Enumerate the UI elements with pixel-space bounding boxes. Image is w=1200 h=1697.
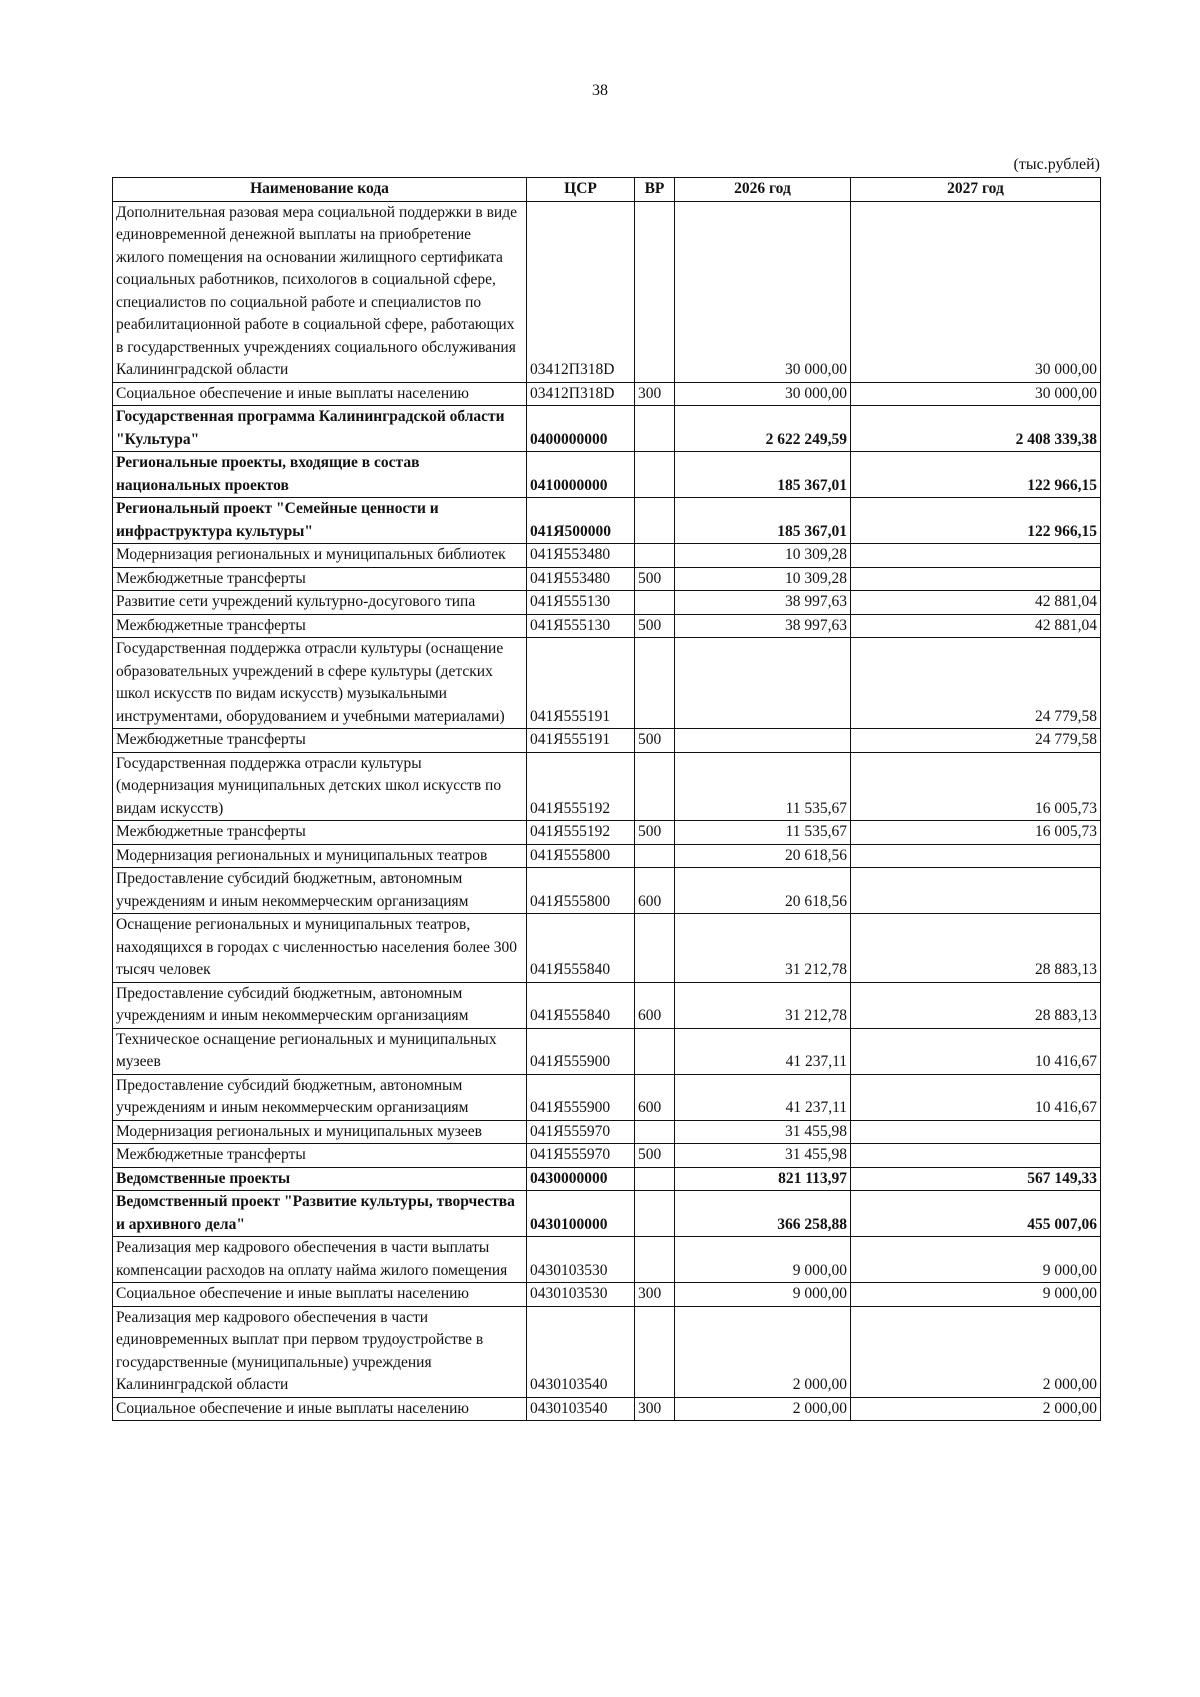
cell-name: Государственная поддержка отрасли культуры (модернизация муниципальных детских школ искусств по видам искусств) bbox=[113, 752, 527, 821]
page-number: 38 bbox=[592, 82, 608, 99]
cell-name: Межбюджетные трансферты bbox=[113, 567, 527, 591]
table-row bbox=[113, 638, 1101, 729]
unit-label: (тыс.рублей) bbox=[1013, 156, 1100, 173]
cell-csr: 041Я555840 bbox=[527, 982, 635, 1028]
cell-2027: 42 881,04 bbox=[851, 614, 1101, 638]
table-row bbox=[113, 382, 1101, 406]
cell-2026: 31 455,98 bbox=[675, 1144, 851, 1168]
cell-vr: 600 bbox=[635, 1074, 675, 1120]
cell-vr bbox=[635, 406, 675, 452]
cell-vr bbox=[635, 1237, 675, 1283]
header-name: Наименование кода bbox=[113, 178, 527, 202]
cell-2027: 16 005,73 bbox=[851, 752, 1101, 821]
cell-2027: 2 000,00 bbox=[851, 1397, 1101, 1421]
cell-csr: 0430000000 bbox=[527, 1167, 635, 1191]
cell-name: Региональный проект "Семейные ценности и инфраструктура культуры" bbox=[113, 498, 527, 544]
cell-vr: 500 bbox=[635, 729, 675, 753]
cell-name: Социальное обеспечение и иные выплаты населению bbox=[113, 382, 527, 406]
cell-vr: 500 bbox=[635, 567, 675, 591]
cell-name: Ведомственный проект "Развитие культуры, творчества и архивного дела" bbox=[113, 1191, 527, 1237]
cell-csr: 0430103540 bbox=[527, 1306, 635, 1397]
table-row bbox=[113, 1397, 1101, 1421]
cell-csr: 041Я500000 bbox=[527, 498, 635, 544]
cell-2026: 9 000,00 bbox=[675, 1283, 851, 1307]
cell-2026: 30 000,00 bbox=[675, 201, 851, 382]
cell-2026: 41 237,11 bbox=[675, 1074, 851, 1120]
table-row bbox=[113, 1028, 1101, 1074]
cell-csr: 041Я555192 bbox=[527, 752, 635, 821]
cell-name: Межбюджетные трансферты bbox=[113, 614, 527, 638]
cell-2026: 2 000,00 bbox=[675, 1397, 851, 1421]
table-row bbox=[113, 201, 1101, 382]
cell-name: Предоставление субсидий бюджетным, автономным учреждениям и иным некоммерческим организациям bbox=[113, 982, 527, 1028]
cell-name: Государственная поддержка отрасли культуры (оснащение образовательных учреждений в сфере культуры (детских школ искусств по видам искусств) музыкальными инструментами, оборудованием и учебными материалами) bbox=[113, 638, 527, 729]
cell-name: Модернизация региональных и муниципальных театров bbox=[113, 844, 527, 868]
cell-vr bbox=[635, 1120, 675, 1144]
cell-csr: 041Я555800 bbox=[527, 868, 635, 914]
cell-2026: 31 455,98 bbox=[675, 1120, 851, 1144]
cell-2027: 122 966,15 bbox=[851, 452, 1101, 498]
table-row bbox=[113, 1283, 1101, 1307]
cell-name: Предоставление субсидий бюджетным, автономным учреждениям и иным некоммерческим организациям bbox=[113, 1074, 527, 1120]
cell-2026: 2 000,00 bbox=[675, 1306, 851, 1397]
header-2026: 2026 год bbox=[675, 178, 851, 202]
cell-name: Государственная программа Калининградской области "Культура" bbox=[113, 406, 527, 452]
cell-name: Техническое оснащение региональных и муниципальных музеев bbox=[113, 1028, 527, 1074]
table-row bbox=[113, 729, 1101, 753]
cell-2027: 30 000,00 bbox=[851, 382, 1101, 406]
cell-vr bbox=[635, 1306, 675, 1397]
table-row bbox=[113, 1074, 1101, 1120]
cell-2027: 567 149,33 bbox=[851, 1167, 1101, 1191]
cell-2026: 10 309,28 bbox=[675, 567, 851, 591]
cell-csr: 041Я555900 bbox=[527, 1028, 635, 1074]
cell-vr bbox=[635, 544, 675, 568]
cell-csr: 041Я555192 bbox=[527, 821, 635, 845]
cell-2027: 42 881,04 bbox=[851, 591, 1101, 615]
cell-name: Дополнительная разовая мера социальной поддержки в виде единовременной денежной выплаты на приобретение жилого помещения на основании жилищного сертификата социальных работников, психологов в социальной сфере, специалистов по социальной работе и специалистов по реабилитационной работе в социальной сфере, работающих в государственных учреждениях социального обслуживания Калининградской области bbox=[113, 201, 527, 382]
cell-2027: 28 883,13 bbox=[851, 914, 1101, 983]
cell-2026: 31 212,78 bbox=[675, 982, 851, 1028]
cell-2026: 20 618,56 bbox=[675, 844, 851, 868]
cell-csr: 041Я555970 bbox=[527, 1120, 635, 1144]
cell-vr bbox=[635, 638, 675, 729]
cell-name: Региональные проекты, входящие в состав национальных проектов bbox=[113, 452, 527, 498]
table-row bbox=[113, 868, 1101, 914]
cell-2026: 31 212,78 bbox=[675, 914, 851, 983]
cell-vr: 500 bbox=[635, 821, 675, 845]
cell-csr: 041Я555130 bbox=[527, 591, 635, 615]
table-row bbox=[113, 1237, 1101, 1283]
table-row bbox=[113, 1120, 1101, 1144]
cell-2027: 10 416,67 bbox=[851, 1074, 1101, 1120]
cell-vr: 300 bbox=[635, 1283, 675, 1307]
cell-csr: 0430100000 bbox=[527, 1191, 635, 1237]
table-row bbox=[113, 982, 1101, 1028]
cell-2027: 2 408 339,38 bbox=[851, 406, 1101, 452]
table-row bbox=[113, 544, 1101, 568]
cell-2026: 38 997,63 bbox=[675, 614, 851, 638]
table-row bbox=[113, 752, 1101, 821]
header-csr: ЦСР bbox=[527, 178, 635, 202]
cell-vr bbox=[635, 1167, 675, 1191]
table-row bbox=[113, 821, 1101, 845]
cell-2026: 11 535,67 bbox=[675, 821, 851, 845]
cell-vr: 500 bbox=[635, 1144, 675, 1168]
cell-name: Ведомственные проекты bbox=[113, 1167, 527, 1191]
cell-2026: 821 113,97 bbox=[675, 1167, 851, 1191]
cell-name: Социальное обеспечение и иные выплаты населению bbox=[113, 1397, 527, 1421]
cell-2027: 2 000,00 bbox=[851, 1306, 1101, 1397]
cell-name: Модернизация региональных и муниципальных музеев bbox=[113, 1120, 527, 1144]
cell-2026: 38 997,63 bbox=[675, 591, 851, 615]
cell-2027: 122 966,15 bbox=[851, 498, 1101, 544]
cell-2027 bbox=[851, 844, 1101, 868]
cell-2027 bbox=[851, 1144, 1101, 1168]
cell-vr bbox=[635, 452, 675, 498]
cell-2026: 41 237,11 bbox=[675, 1028, 851, 1074]
table-row bbox=[113, 914, 1101, 983]
cell-vr bbox=[635, 201, 675, 382]
cell-2027 bbox=[851, 868, 1101, 914]
cell-2027 bbox=[851, 544, 1101, 568]
table-row bbox=[113, 567, 1101, 591]
cell-2027: 455 007,06 bbox=[851, 1191, 1101, 1237]
cell-vr: 600 bbox=[635, 868, 675, 914]
table-row bbox=[113, 452, 1101, 498]
cell-2027: 28 883,13 bbox=[851, 982, 1101, 1028]
cell-name: Реализация мер кадрового обеспечения в части выплаты компенсации расходов на оплату найма жилого помещения bbox=[113, 1237, 527, 1283]
table-row bbox=[113, 1167, 1101, 1191]
cell-vr: 300 bbox=[635, 1397, 675, 1421]
cell-2027: 16 005,73 bbox=[851, 821, 1101, 845]
table-row bbox=[113, 614, 1101, 638]
table-row bbox=[113, 1191, 1101, 1237]
cell-csr: 041Я555191 bbox=[527, 638, 635, 729]
table-row bbox=[113, 498, 1101, 544]
cell-csr: 0410000000 bbox=[527, 452, 635, 498]
cell-csr: 041Я555840 bbox=[527, 914, 635, 983]
cell-csr: 03412П318D bbox=[527, 201, 635, 382]
cell-2026: 185 367,01 bbox=[675, 452, 851, 498]
cell-csr: 041Я555800 bbox=[527, 844, 635, 868]
cell-name: Межбюджетные трансферты bbox=[113, 821, 527, 845]
cell-2026: 366 258,88 bbox=[675, 1191, 851, 1237]
table-row bbox=[113, 844, 1101, 868]
cell-csr: 0430103530 bbox=[527, 1237, 635, 1283]
table-row bbox=[113, 591, 1101, 615]
cell-name: Модернизация региональных и муниципальных библиотек bbox=[113, 544, 527, 568]
cell-csr: 041Я555130 bbox=[527, 614, 635, 638]
cell-vr: 300 bbox=[635, 382, 675, 406]
cell-name: Межбюджетные трансферты bbox=[113, 1144, 527, 1168]
cell-2026: 9 000,00 bbox=[675, 1237, 851, 1283]
cell-vr: 500 bbox=[635, 614, 675, 638]
cell-name: Предоставление субсидий бюджетным, автономным учреждениям и иным некоммерческим организациям bbox=[113, 868, 527, 914]
cell-2027: 9 000,00 bbox=[851, 1237, 1101, 1283]
cell-csr: 041Я555900 bbox=[527, 1074, 635, 1120]
cell-2027: 24 779,58 bbox=[851, 729, 1101, 753]
cell-2027: 24 779,58 bbox=[851, 638, 1101, 729]
table-row bbox=[113, 1306, 1101, 1397]
cell-name: Оснащение региональных и муниципальных театров, находящихся в городах с численностью населения более 300 тысяч человек bbox=[113, 914, 527, 983]
cell-csr: 0430103540 bbox=[527, 1397, 635, 1421]
cell-csr: 041Я553480 bbox=[527, 544, 635, 568]
cell-2026 bbox=[675, 729, 851, 753]
cell-2027: 30 000,00 bbox=[851, 201, 1101, 382]
budget-table bbox=[112, 177, 1101, 1421]
cell-name: Социальное обеспечение и иные выплаты населению bbox=[113, 1283, 527, 1307]
cell-2026: 10 309,28 bbox=[675, 544, 851, 568]
header-vr: ВР bbox=[635, 178, 675, 202]
cell-2026: 20 618,56 bbox=[675, 868, 851, 914]
cell-2027 bbox=[851, 567, 1101, 591]
cell-csr: 041Я555970 bbox=[527, 1144, 635, 1168]
cell-2027: 9 000,00 bbox=[851, 1283, 1101, 1307]
cell-csr: 03412П318D bbox=[527, 382, 635, 406]
cell-vr bbox=[635, 914, 675, 983]
cell-vr bbox=[635, 1191, 675, 1237]
cell-2027: 10 416,67 bbox=[851, 1028, 1101, 1074]
cell-csr: 0430103530 bbox=[527, 1283, 635, 1307]
header-2027: 2027 год bbox=[851, 178, 1101, 202]
cell-name: Межбюджетные трансферты bbox=[113, 729, 527, 753]
table-header-row bbox=[113, 178, 1101, 202]
cell-csr: 041Я553480 bbox=[527, 567, 635, 591]
cell-2026: 11 535,67 bbox=[675, 752, 851, 821]
cell-2026 bbox=[675, 638, 851, 729]
cell-name: Развитие сети учреждений культурно-досугового типа bbox=[113, 591, 527, 615]
cell-vr bbox=[635, 1028, 675, 1074]
cell-vr bbox=[635, 844, 675, 868]
cell-vr bbox=[635, 498, 675, 544]
cell-csr: 0400000000 bbox=[527, 406, 635, 452]
cell-csr: 041Я555191 bbox=[527, 729, 635, 753]
cell-name: Реализация мер кадрового обеспечения в части единовременных выплат при первом трудоустройстве в государственные (муниципальные) учреждения Калининградской области bbox=[113, 1306, 527, 1397]
table-row bbox=[113, 406, 1101, 452]
cell-2026: 2 622 249,59 bbox=[675, 406, 851, 452]
cell-2027 bbox=[851, 1120, 1101, 1144]
cell-vr: 600 bbox=[635, 982, 675, 1028]
table-row bbox=[113, 1144, 1101, 1168]
cell-2026: 185 367,01 bbox=[675, 498, 851, 544]
cell-vr bbox=[635, 752, 675, 821]
cell-2026: 30 000,00 bbox=[675, 382, 851, 406]
cell-vr bbox=[635, 591, 675, 615]
